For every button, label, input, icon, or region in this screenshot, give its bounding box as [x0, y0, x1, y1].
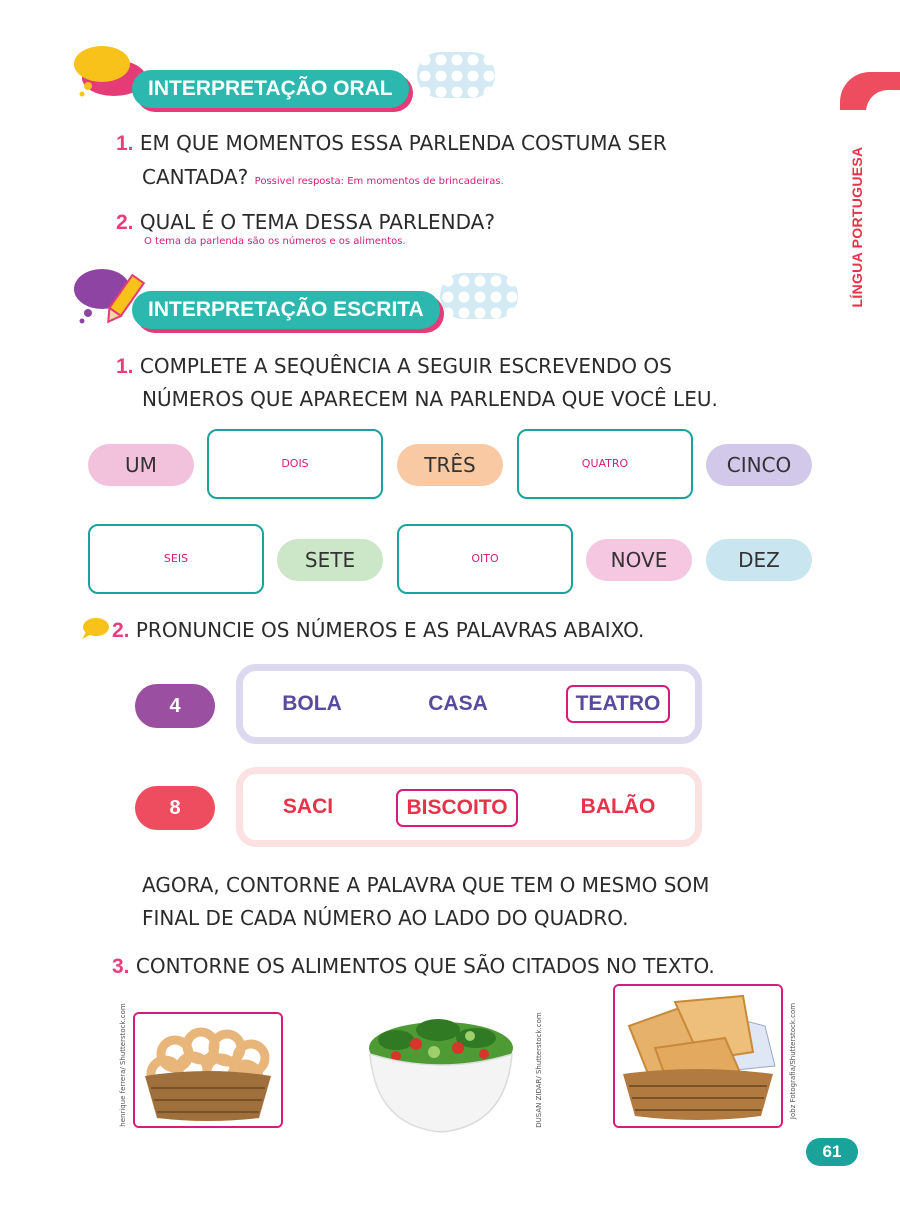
sequence-answer-box-dois[interactable]: DOIS: [207, 429, 383, 499]
photo-credit-1: henrique ferrera/ Shutterstock.com: [119, 1003, 127, 1127]
escrita-q2-line1: PRONUNCIE OS NÚMEROS E AS PALAVRAS ABAIXO.: [135, 618, 645, 642]
escrita-q2-after1: AGORA, CONTORNE A PALAVRA QUE TEM O MESMO SOM: [142, 873, 710, 897]
salad-bowl-image: [366, 1008, 516, 1140]
number-badge-4: 4: [135, 684, 215, 728]
escrita-q2: [112, 614, 644, 647]
oral-q1: [116, 127, 667, 160]
sequence-answer-box-oito[interactable]: OITO: [397, 524, 573, 594]
photo-salad-bowl[interactable]: [366, 1008, 516, 1140]
sequence-item-dez: DEZ: [706, 539, 812, 581]
sequence-item-um: UM: [88, 444, 194, 486]
oral-q2-answer: O tema da parlenda são os números e os alimentos.: [144, 236, 406, 247]
escrita-title: INTERPRETAÇÃO ESCRITA: [132, 291, 440, 329]
speech-bubble-icon: [80, 616, 110, 640]
word-biscoito-circled[interactable]: BISCOITO: [396, 789, 518, 827]
oral-q2-number: 2.: [116, 211, 134, 234]
photo-pastel-basket[interactable]: [613, 984, 783, 1128]
sequence-item-sete: SETE: [277, 539, 383, 581]
escrita-q1-line1: COMPLETE A SEQUÊNCIA A SEGUIR ESCREVENDO OS: [139, 354, 672, 378]
number-badge-8: 8: [135, 786, 215, 830]
oral-q1-line2: CANTADA?: [142, 165, 249, 189]
sequence-answer-box-quatro[interactable]: QUATRO: [517, 429, 693, 499]
sequence-answer-box-seis[interactable]: SEIS: [88, 524, 264, 594]
sequence-item-tres: TRÊS: [397, 444, 503, 486]
word-bola[interactable]: BOLA: [282, 692, 342, 715]
oral-title: INTERPRETAÇÃO ORAL: [132, 70, 409, 108]
pastel-basket-image: [615, 986, 781, 1126]
word-balao[interactable]: BALÃO: [580, 795, 656, 818]
escrita-q1: [116, 350, 672, 383]
side-tab: [840, 72, 900, 308]
photo-credit-2: DUSAN ZIDAR/ Shutterstock.com: [535, 1012, 543, 1128]
escrita-q3: [112, 950, 715, 983]
oral-q2-line1: QUAL É O TEMA DESSA PARLENDA?: [139, 210, 495, 234]
escrita-q2-after2: FINAL DE CADA NÚMERO AO LADO DO QUADRO.: [142, 906, 629, 930]
photo-credit-3: Jobz Fotografia/Shutterstock.com: [789, 1002, 797, 1120]
word-teatro-circled[interactable]: TEATRO: [566, 685, 670, 723]
oral-q2: [116, 206, 495, 239]
escrita-q3-number: 3.: [112, 955, 130, 978]
photo-rings-basket[interactable]: [133, 1012, 283, 1128]
escrita-section-header: [72, 285, 532, 331]
oral-q1-answer: Possivel resposta: Em momentos de brincadeiras.: [254, 176, 504, 187]
side-tab-label: LÍNGUA PORTUGUESA: [849, 146, 865, 308]
sequence-item-nove: NOVE: [586, 539, 692, 581]
rings-basket-image: [135, 1014, 281, 1126]
word-casa[interactable]: CASA: [428, 692, 488, 715]
page-number: 61: [806, 1138, 858, 1166]
escrita-q3-line1: CONTORNE OS ALIMENTOS QUE SÃO CITADOS NO TEXTO.: [135, 954, 715, 978]
oral-q1-line2-row: [142, 161, 504, 198]
oral-section-header: [72, 64, 532, 110]
oral-q1-line1: EM QUE MOMENTOS ESSA PARLENDA COSTUMA SER: [139, 131, 667, 155]
escrita-q1-line2: NÚMEROS QUE APARECEM NA PARLENDA QUE VOCÊ LEU.: [142, 387, 718, 411]
sequence-item-cinco: CINCO: [706, 444, 812, 486]
escrita-q1-number: 1.: [116, 355, 134, 378]
oral-q1-number: 1.: [116, 132, 134, 155]
escrita-q2-number: 2.: [112, 619, 130, 642]
word-saci[interactable]: SACI: [282, 795, 334, 818]
